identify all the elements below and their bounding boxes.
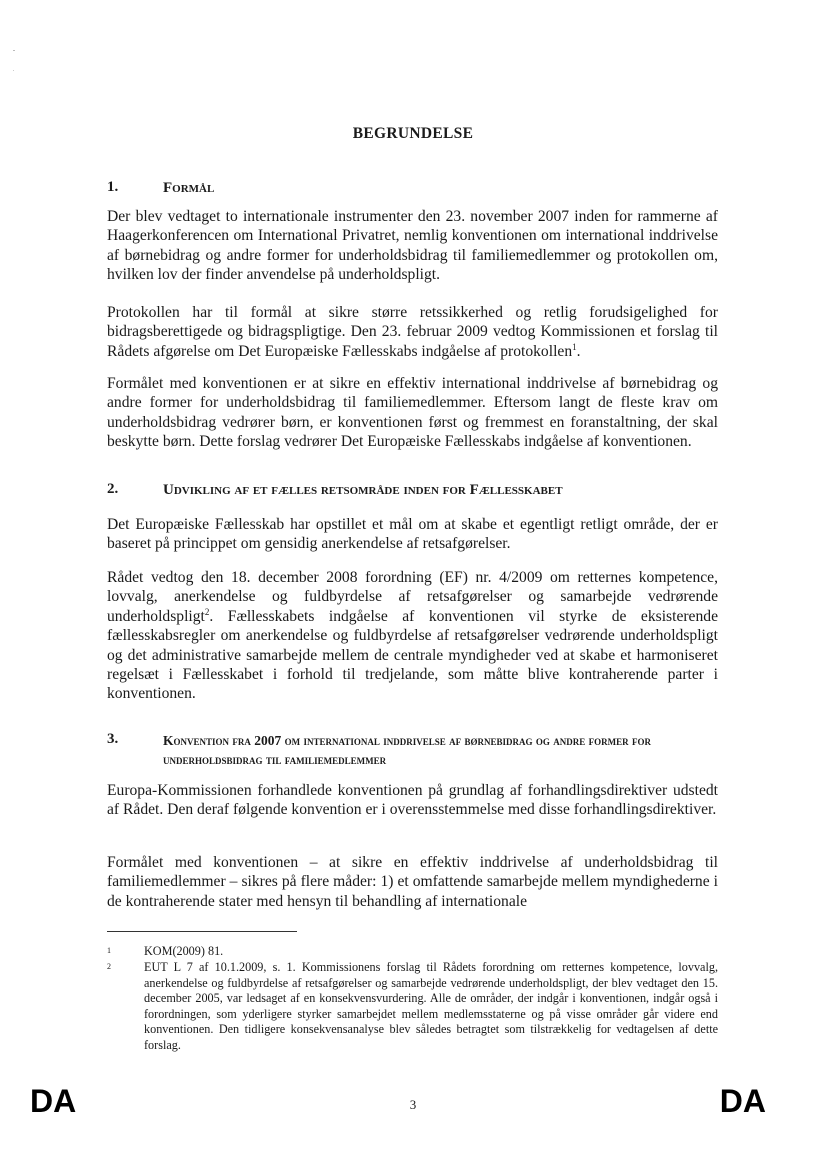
section-number: 1. (107, 179, 119, 195)
paragraph: Formålet med konventionen – at sikre en effektiv inddrivelse af underholdsbidrag til familiemedlemmer – sikres på flere måder: 1) et omfattende samarbejde mellem myndighederne i de kontraherende stater med hensyn til behandling af internationale (107, 854, 718, 910)
page-number: 3 (409, 1097, 417, 1112)
paragraph-tail: . (576, 342, 581, 360)
footnote-2 (107, 960, 718, 1053)
paragraph: Europa-Kommissionen forhandlede konventionen på grundlag af forhandlingsdirektiver udstedt af Rådet. Den deraf følgende konvention er i overensstemmelse med disse forhandlingsdirektiver. (107, 782, 718, 819)
paragraph: Der blev vedtaget to internationale instrumenter den 23. november 2007 inden for rammerne af Haagerkonferencen om International Privatret, nemlig konventionen om international inddrivelse af børnebidrag og andre former for underholdsbidrag til familiemedlemmer og protokollen om, hvilken lov der finder anvendelse på underholdspligt. (107, 208, 718, 284)
section-number: 2. (107, 481, 119, 497)
section-number: 3. (107, 731, 119, 747)
paragraph (107, 303, 718, 361)
footnote-number: 2 (107, 962, 111, 971)
paragraph-text: Rådet vedtog den 18. december 2008 forordning (EF) nr. 4/2009 om retternes kompetence, lovvalg, anerkendelse og fuldbyrdelse af retsafgørelser og samarbejde vedrørende underholdspligt (107, 569, 718, 625)
paragraph (107, 568, 718, 704)
footnote-ref-1: 1 (572, 341, 577, 352)
footnote-ref-2: 2 (204, 606, 210, 617)
section-heading-2 (107, 481, 717, 500)
section-heading-1 (107, 179, 717, 198)
footnote-text: KOM(2009) 81. (144, 944, 224, 958)
section-title: Udvikling af et fælles retsområde inden for Fællesskabet (163, 482, 563, 498)
paragraph: Det Europæiske Fællesskab har opstillet et mål om at skabe et egentligt retligt område, der er baseret på princippet om gensidig anerkendelse af retsafgørelser. (107, 516, 718, 553)
language-code-right: DA (719, 1083, 766, 1119)
scan-speck (13, 50, 15, 51)
footnote-divider (107, 931, 297, 932)
section-title: Formål (163, 180, 215, 196)
document-title: BEGRUNDELSE (352, 125, 474, 142)
paragraph-tail: . Fællesskabets indgåelse af konventionen vil styrke de eksisterende fællesskabsregler om anerkendelse og fuldbyrdelse af retsafgørelser vedrørende underholdspligt og det administrative samarbejde mellem de centrale myndigheder ved at skabe et harmoniseret regelsæt i Fællesskabet i forhold til tredjelande, som måtte blive kontraherende parter i konventionen. (107, 607, 718, 703)
paragraph: Formålet med konventionen er at sikre en effektiv international inddrivelse af børnebidrag og andre former for underholdsbidrag til familiemedlemmer. Eftersom langt de fleste krav om underholdsbidrag vedrører børn, er konventionen først og fremmest en foranstaltning, der skal beskytte børn. Dette forslag vedrører Det Europæiske Fællesskabs indgåelse af konventionen. (107, 375, 718, 451)
scan-speck (13, 70, 14, 71)
section-heading-3 (107, 731, 717, 769)
footnote-number: 1 (107, 946, 111, 955)
footnote-1 (107, 944, 718, 960)
section-title: Konvention fra 2007 om international inddrivelse af børnebidrag og andre former for underholdsbidrag til familiemedlemmer (163, 733, 651, 767)
language-code-left: DA (30, 1083, 77, 1119)
footnote-text: EUT L 7 af 10.1.2009, s. 1. Kommissionens forslag til Rådets forordning om retternes kompetence, lovvalg, anerkendelse og fuldbyrdelse af retsafgørelser og samarbejde vedrørende underholdspligt, der blev vedtaget den 15. december 2005, var ledsaget af en konsekvensvurdering. Alle de områder, der indgår i konventionen, indgår også i forordningen, som yderligere styrker samarbejdet mellem medlemsstaterne og på visse områder går videre end konventionen. Den tidligere konsekvensanalyse blev således betragtet som tilstrækkelig for vedtagelsen af dette forslag. (144, 960, 718, 1052)
paragraph-text: Protokollen har til formål at sikre større retssikkerhed og retlig forudsigelighed for bidragsberettigede og bidragspligtige. Den 23. februar 2009 vedtog Kommissionen et forslag til Rådets afgørelse om Det Europæiske Fællesskabs indgåelse af protokollen (107, 304, 718, 360)
